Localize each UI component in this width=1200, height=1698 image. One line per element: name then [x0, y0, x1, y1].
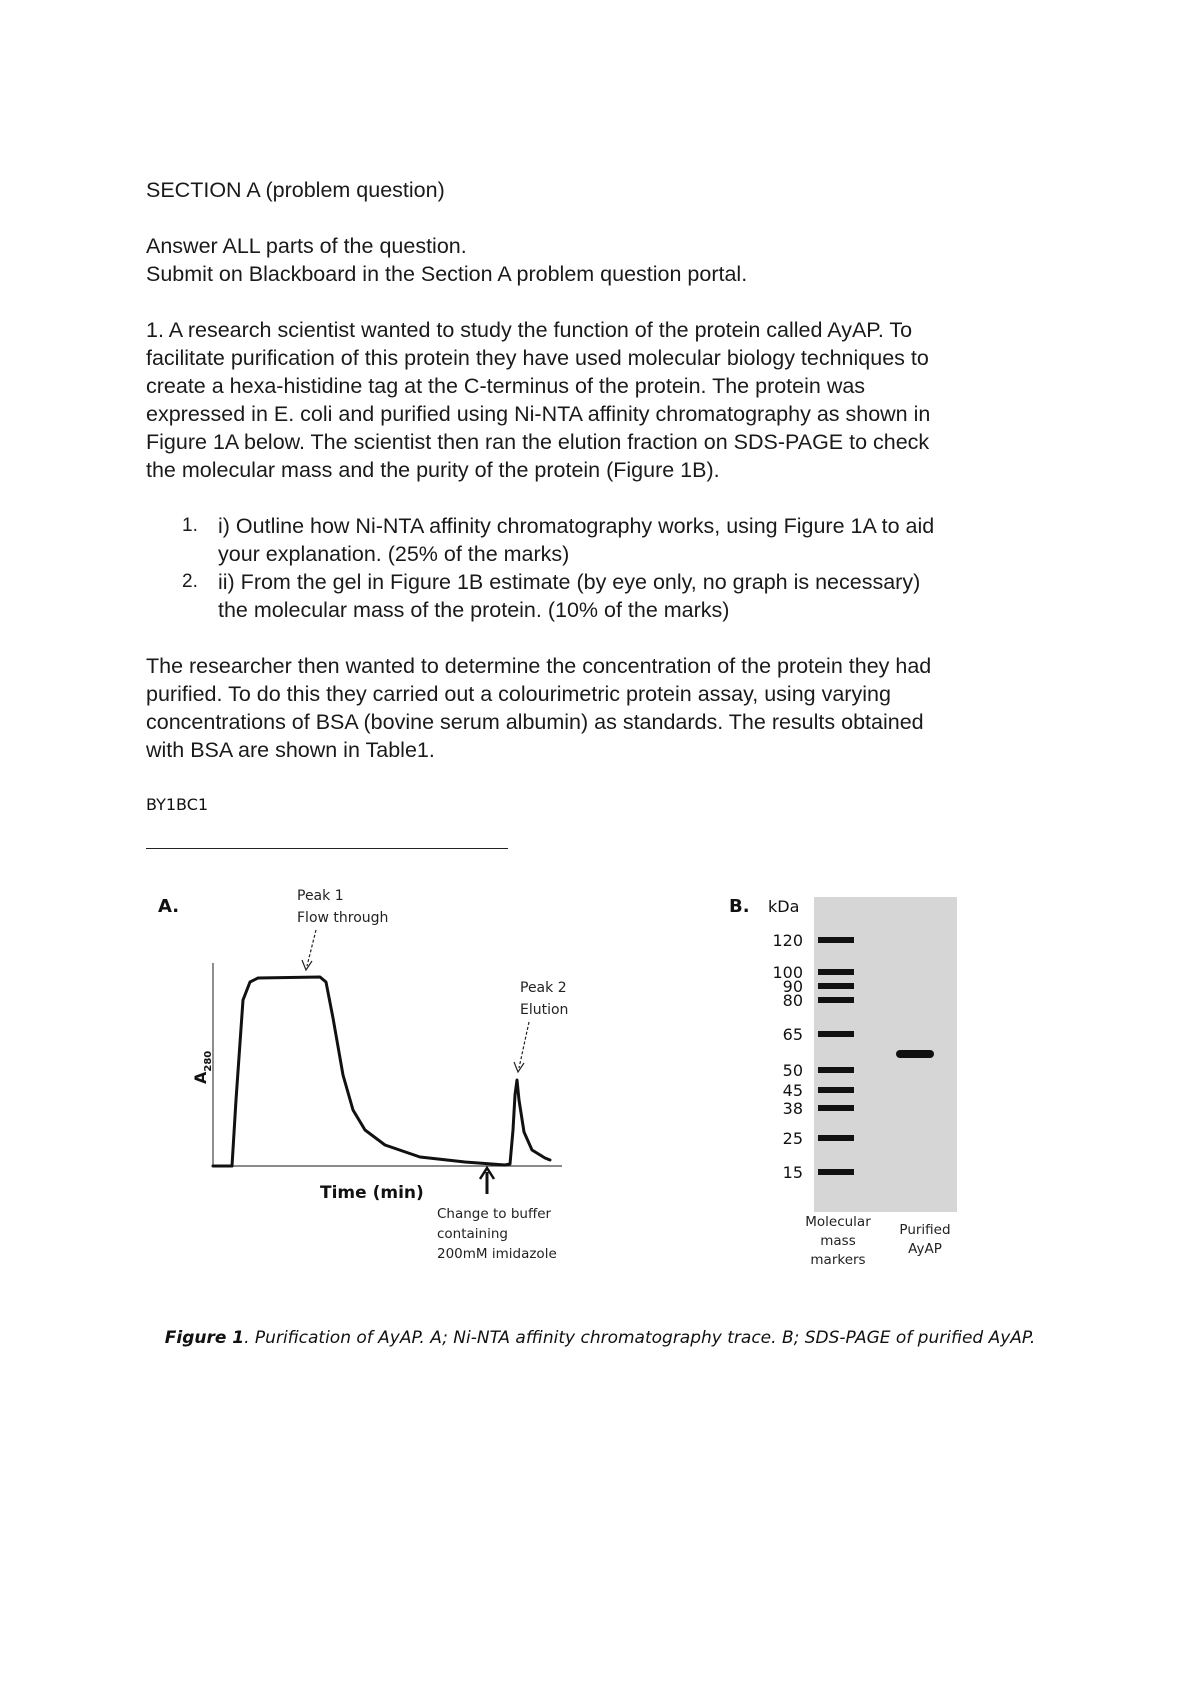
lane-1-label-line-1: Molecular — [805, 1214, 871, 1230]
sub-question-item — [146, 512, 1066, 568]
marker-band-100 — [818, 969, 854, 975]
peak-2-label: Peak 2 — [520, 980, 567, 996]
section-title-block — [146, 176, 1066, 204]
paragraph-2-line: The researcher then wanted to determine the concentration of the protein they had — [146, 654, 932, 678]
buffer-change-arrow — [480, 1168, 494, 1194]
paragraph-2-line: purified. To do this they carried out a colourimetric protein assay, using varying — [146, 682, 891, 706]
gel-background — [814, 897, 957, 1212]
sub-question-item — [146, 568, 1066, 624]
instruction-line-1: Answer ALL parts of the question. — [146, 234, 467, 258]
figure-1 — [0, 870, 1200, 1330]
marker-label-45: 45 — [782, 1081, 803, 1100]
lane-1-label-line-2: mass — [820, 1233, 856, 1249]
y-axis-label: $A_{280}$ — [191, 1050, 214, 1084]
list-number: 2. — [182, 571, 198, 592]
marker-label-80: 80 — [782, 991, 803, 1010]
buffer-note-line-2: containing — [437, 1226, 508, 1242]
question-1-line: Figure 1A below. The scientist then ran the elution fraction on SDS-PAGE to check — [146, 430, 930, 454]
peak-1-label: Peak 1 — [297, 888, 344, 904]
marker-band-80 — [818, 997, 854, 1003]
marker-label-25: 25 — [782, 1129, 803, 1148]
marker-band-25 — [818, 1135, 854, 1141]
sub-question-line: your explanation. (25% of the marks) — [218, 542, 570, 566]
peak-2-pointer — [519, 1022, 529, 1068]
x-axis-label: Time (min) — [320, 1183, 424, 1203]
sub-question-line: ii) From the gel in Figure 1B estimate (by eye only, no graph is necessary) — [218, 570, 921, 594]
lane-1-label-line-3: markers — [810, 1252, 866, 1268]
paragraph-2-line: with BSA are shown in Table1. — [146, 738, 435, 762]
panel-b-label: B. — [729, 896, 750, 917]
instructions-block — [146, 232, 1066, 288]
marker-label-120: 120 — [772, 931, 803, 950]
question-1-line: facilitate purification of this protein they have used molecular biology techniques to — [146, 346, 929, 370]
question-1-line: the molecular mass and the purity of the protein (Figure 1B). — [146, 458, 720, 482]
peak-2-sublabel: Elution — [520, 1002, 569, 1018]
buffer-note-line-1: Change to buffer — [437, 1206, 552, 1222]
marker-band-15 — [818, 1169, 854, 1175]
lane-2-label-line-2: AyAP — [908, 1241, 942, 1257]
paragraph-2 — [146, 652, 1066, 764]
figure-caption — [0, 1328, 1200, 1348]
chromatogram-axes — [213, 963, 562, 1166]
list-number: 1. — [182, 515, 198, 536]
marker-band-50 — [818, 1067, 854, 1073]
horizontal-rule — [146, 848, 508, 849]
question-1-line: expressed in E. coli and purified using Ni-NTA affinity chromatography as shown in — [146, 402, 931, 426]
purified-ayap-band — [896, 1050, 934, 1058]
instruction-line-2: Submit on Blackboard in the Section A problem question portal. — [146, 262, 748, 286]
sub-question-list — [146, 512, 1066, 624]
chromatogram-trace — [213, 977, 550, 1166]
peak-1-sublabel: Flow through — [297, 910, 389, 926]
marker-label-38: 38 — [782, 1099, 803, 1118]
buffer-note-line-3: 200mM imidazole — [437, 1246, 557, 1262]
caption-label: Figure 1 — [164, 1328, 245, 1348]
question-1-line: 1. A research scientist wanted to study the function of the protein called AyAP. To — [146, 318, 913, 342]
marker-band-65 — [818, 1031, 854, 1037]
lane-2-label-line-1: Purified — [899, 1222, 951, 1238]
marker-label-50: 50 — [782, 1061, 803, 1080]
marker-band-90 — [818, 983, 854, 989]
marker-label-15: 15 — [782, 1163, 803, 1182]
marker-band-45 — [818, 1087, 854, 1093]
question-1-line: create a hexa-histidine tag at the C-terminus of the protein. The protein was — [146, 374, 866, 398]
paragraph-2-line: concentrations of BSA (bovine serum albumin) as standards. The results obtained — [146, 710, 924, 734]
marker-label-90: 90 — [782, 977, 803, 996]
peak-1-pointer — [307, 930, 316, 966]
marker-label-100: 100 — [772, 963, 803, 982]
sub-question-line: the molecular mass of the protein. (10% of the marks) — [218, 598, 730, 622]
kda-label: kDa — [768, 897, 800, 916]
marker-band-38 — [818, 1105, 854, 1111]
marker-label-65: 65 — [782, 1025, 803, 1044]
caption-text: . Purification of AyAP. A; Ni-NTA affinity chromatography trace. B; SDS-PAGE of purified AyAP. — [244, 1328, 1036, 1348]
sub-question-line: i) Outline how Ni-NTA affinity chromatography works, using Figure 1A to aid — [218, 514, 935, 538]
section-title: SECTION A (problem question) — [146, 178, 445, 202]
marker-band-120 — [818, 937, 854, 943]
question-1-paragraph — [146, 316, 1066, 484]
course-code: BY1BC1 — [146, 795, 209, 814]
panel-a-label: A. — [158, 896, 180, 917]
